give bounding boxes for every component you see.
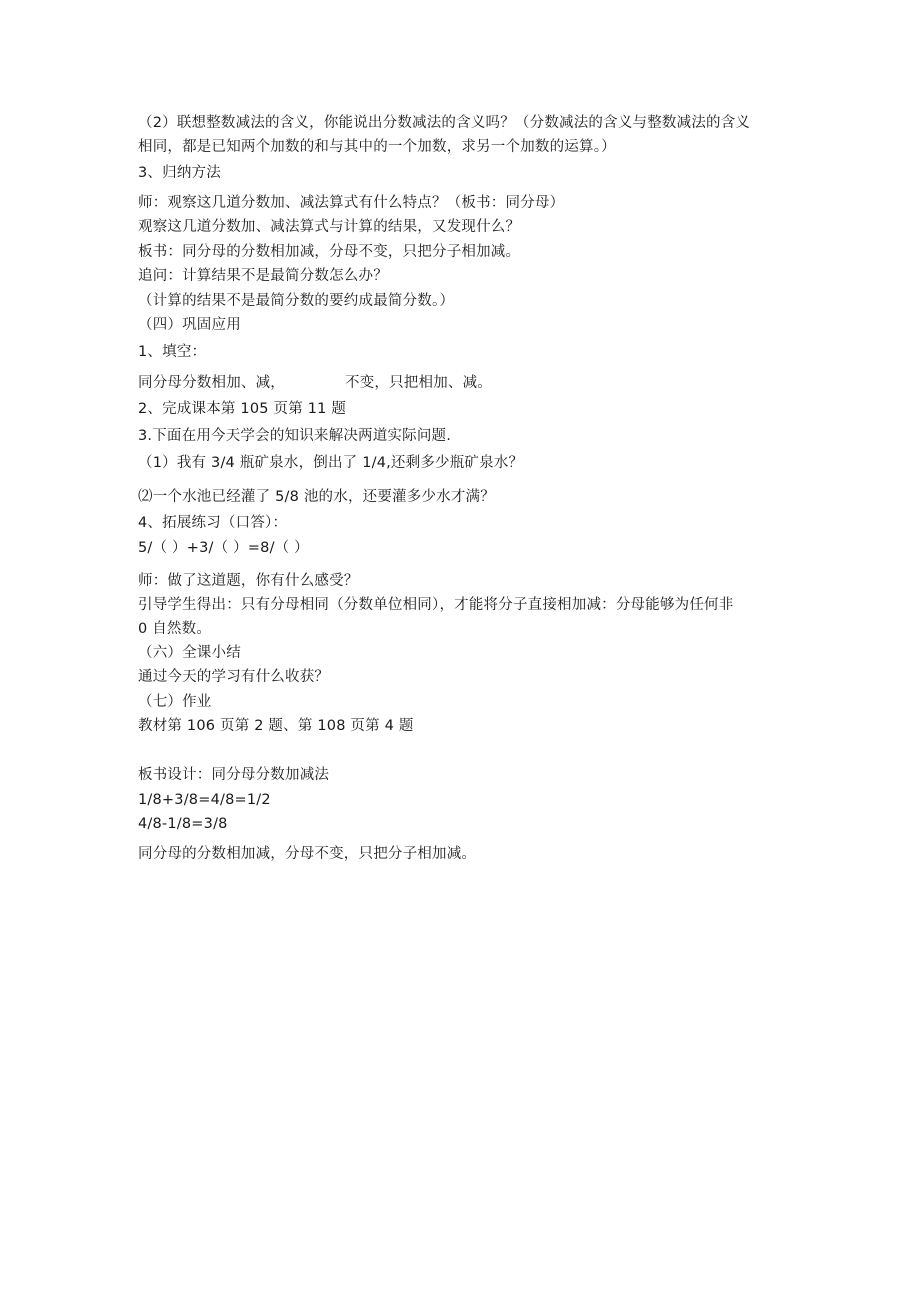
- paragraph-line: 师：做了这道题，你有什么感受？: [138, 573, 359, 589]
- paragraph-line: 3.下面在用今天学会的知识来解决两道实际问题.: [138, 428, 452, 444]
- paragraph-line: 2、完成课本第 105 页第 11 题: [138, 401, 347, 417]
- section-heading: 3、归纳方法: [138, 165, 221, 181]
- paragraph-line: 同分母的分数相加减，分母不变，只把分子相加减。: [138, 846, 477, 862]
- paragraph-line: （2）联想整数减法的含义，你能说出分数减法的含义吗？（分数减法的含义与整数减法的含义: [138, 115, 751, 131]
- equation-line: 4/8-1/8=3/8: [138, 816, 228, 832]
- fill-blank-part-1: 同分母分数相加、减，: [138, 375, 285, 391]
- equation-line: 5/（ ）+3/（ ）=8/（ ）: [138, 540, 309, 556]
- section-heading: （四）巩固应用: [138, 317, 241, 333]
- paragraph-line: 1、填空：: [138, 344, 207, 360]
- equation-line: 1/8+3/8=4/8=1/2: [138, 792, 271, 808]
- fill-blank-line: [138, 373, 492, 393]
- paragraph-line: 4、拓展练习（口答）：: [138, 515, 288, 531]
- paragraph-line: 0 自然数。: [138, 621, 212, 637]
- paragraph-line: （计算的结果不是最简分数的要约成最简分数。）: [138, 293, 455, 309]
- paragraph-line: 板书：同分母的分数相加减，分母不变，只把分子相加减。: [138, 244, 521, 260]
- paragraph-line: 师：观察这几道分数加、减法算式有什么特点？（板书：同分母）: [138, 195, 565, 211]
- section-heading: （七）作业: [138, 694, 212, 710]
- fill-blank-part-2: 不变，只把相加、减。: [345, 375, 492, 391]
- paragraph-line: 通过今天的学习有什么收获？: [138, 669, 330, 685]
- paragraph-line: 追问：计算结果不是最简分数怎么办？: [138, 268, 388, 284]
- paragraph-line: ⑵一个水池已经灌了 5/8 池的水，还要灌多少水才满？: [138, 489, 495, 505]
- paragraph-line: 相同，都是已知两个加数的和与其中的一个加数，求另一个加数的运算。）: [138, 139, 616, 155]
- paragraph-line: 观察这几道分数加、减法算式与计算的结果，又发现什么？: [138, 219, 521, 235]
- paragraph-line: （1）我有 3/4 瓶矿泉水，倒出了 1/4,还剩多少瓶矿泉水？: [138, 455, 524, 471]
- paragraph-line: 教材第 106 页第 2 题、第 108 页第 4 题: [138, 718, 414, 734]
- paragraph-line: 引导学生得出：只有分母相同（分数单位相同），才能将分子直接相加减：分母能够为任何非: [138, 597, 734, 613]
- board-design-title: 板书设计：同分母分数加减法: [138, 767, 330, 783]
- section-heading: （六）全课小结: [138, 645, 241, 661]
